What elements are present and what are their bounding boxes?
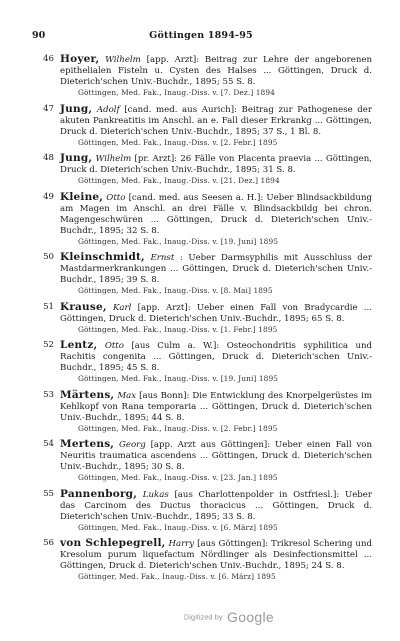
- bibliography-entry: [30, 340, 372, 384]
- author-surname: Hoyer,: [60, 53, 100, 65]
- citation-text: [app. Arzt]: Ueber einen Fall von Bradycardie ... Göttingen, Druck d. Dieterich'schen Univ.-Buchdr., 1895; 65 S. 8.: [60, 302, 373, 324]
- entry-number: 56: [43, 538, 54, 548]
- entry-citation: [60, 489, 372, 523]
- bibliography-entry: [30, 104, 372, 148]
- dissertation-note: Göttingen, Med. Fak., Inaug.-Diss. v. [7. Dez.] 1894: [78, 88, 275, 97]
- entry-number: 49: [43, 191, 54, 202]
- entry-number: 48: [43, 153, 54, 163]
- author-given-name: Adolf: [96, 104, 120, 115]
- author-given-name: Georg: [119, 440, 146, 450]
- author-given-name: Max: [117, 390, 137, 401]
- dissertation-note: Göttingen, Med. Fak., Inaug.-Diss. v. [19. Juni] 1895: [78, 374, 279, 383]
- author-given-name: Otto: [106, 192, 126, 203]
- author-given-name: Karl: [112, 302, 132, 313]
- entry-citation: [60, 252, 372, 286]
- bibliography-entry: [30, 390, 372, 434]
- bibliography-entry: [30, 302, 372, 335]
- citation-text: [cand. med. aus Seesen a. H.]: Ueber Blindsackbildung am Magen im Anschl. an drei Fälle v. Blindsackbildg bei chron. Magengeschwüren ... Göttingen, Druck d. Dieterich'schen Univ.-Buchdr., 1895; 32 S. 8.: [60, 192, 373, 236]
- watermark-prefix: Digitized by: [183, 612, 223, 622]
- author-surname: Märtens,: [60, 388, 115, 401]
- bibliography-entry: [30, 252, 372, 296]
- author-surname: Kleine,: [60, 190, 104, 203]
- entry-number: 54: [43, 439, 54, 449]
- entry-number: 51: [43, 301, 54, 312]
- dissertation-note: Göttingen, Med. Fak., Inaug.-Diss. v. [1. Febr.] 1895: [78, 324, 278, 334]
- dissertation-note: Göttingen, Med. Fak., Inaug.-Diss. v. [2. Febr.] 1895: [78, 423, 278, 433]
- author-surname: Lentz,: [60, 339, 98, 351]
- entry-citation: [60, 538, 372, 572]
- citation-text: [aus Charlottenpolder in Ostfriesl.]: Ueber das Carcinom des Ductus thoracicus ... Göttingen, Druck d. Dieterich'schen Univ.-Buchdr., 1895; 33 S. 8.: [60, 489, 372, 522]
- entry-citation: [60, 153, 372, 176]
- dissertation-note: Göttingen, Med. Fak., Inaug.-Diss. v. [19. Juni] 1895: [78, 236, 279, 246]
- author-given-name: Harry: [168, 539, 195, 549]
- citation-text: [app. Arzt]: Beitrag zur Lehre der angeborenen epithelialen Fisteln u. Cysten des Halses ... Göttingen, Druck d. Dieterich'schen Univ.-Buchdr., 1895; 55 S. 8.: [60, 55, 373, 87]
- dissertation-note: Göttinger, Med. Fak., Inaug.-Diss. v. [6. März] 1895: [78, 572, 276, 581]
- bibliography-entry: [30, 439, 372, 483]
- author-surname: Jung,: [60, 152, 93, 164]
- entry-citation: [60, 104, 372, 138]
- author-given-name: Wilhelm: [95, 154, 132, 164]
- entry-number: 50: [43, 252, 54, 262]
- entry-number: 53: [43, 389, 54, 400]
- author-given-name: Lukas: [142, 489, 169, 500]
- citation-text: [app. Arzt aus Göttingen]: Ueber einen Fall von Neuritis traumatica ascendens ... Göttingen, Druck d. Dieterich'schen Univ.-Buchdr., 1895; 30 S. 8.: [60, 440, 373, 472]
- running-title: Göttingen 1894-95: [149, 30, 253, 41]
- google-logo: Google: [227, 608, 274, 625]
- bibliography-entry: [30, 538, 372, 582]
- dissertation-note: Göttingen, Med. Fak., Inaug.-Diss. v. [6. März] 1895: [78, 522, 278, 532]
- citation-text: [pr. Arzt]: 26 Fälle von Placenta praevia ... Göttingen, Druck d. Dieterich'schen Univ.-Buchdr., 1895; 31 S. 8.: [60, 154, 373, 175]
- entry-number: 55: [43, 488, 54, 499]
- entry-list: [30, 54, 372, 582]
- bibliography-entry: [30, 192, 372, 247]
- author-surname: Jung,: [60, 102, 93, 115]
- bibliography-entry: [30, 489, 372, 533]
- entry-citation: [60, 302, 372, 325]
- dissertation-note: Göttingen, Med. Fak., Inaug.-Diss. v. [23. Jan.] 1895: [78, 473, 278, 482]
- entry-number: 47: [43, 103, 54, 114]
- author-surname: von Schlepegrell,: [60, 537, 166, 549]
- bibliography-entry: [30, 54, 372, 98]
- bibliography-entry: [30, 153, 372, 186]
- citation-text: [aus Culm a. W.]: Osteochondritis syphilitica und Rachitis congenita ... Göttingen, Druck d. Dieterich'schen Univ.-Buchdr., 1895; 45 S. 8.: [60, 341, 373, 373]
- dissertation-note: Göttingen, Med. Fak., Inaug.-Diss. v. [21. Dez.] 1894: [78, 176, 280, 185]
- dissertation-note: Göttingen, Med. Fak., Inaug.-Diss. v. [2. Febr.] 1895: [78, 137, 278, 147]
- entry-citation: [60, 340, 372, 374]
- entry-citation: [60, 439, 372, 473]
- author-surname: Kleinschmidt,: [60, 251, 145, 263]
- entry-number: 52: [43, 340, 54, 350]
- google-watermark: [184, 608, 274, 626]
- entry-number: 46: [43, 54, 54, 64]
- author-given-name: Otto: [104, 341, 124, 351]
- author-surname: Krause,: [60, 300, 107, 313]
- author-given-name: Wilhelm: [105, 55, 141, 65]
- citation-text: : Ueber Darmsyphilis mit Ausschluss der Mastdarmerkrankungen ... Göttingen, Druck d. Dieterich'schen Univ.-Buchdr., 1895; 39 S. 8.: [60, 253, 373, 285]
- citation-text: [cand. med. aus Aurich]: Beitrag zur Pathogenese der akuten Pankreatitis im Anschl. an e. Fall dieser Erkrankg ... Göttingen, Druck d. Dieterich'schen Univ.-Buchdr., 1895; 37 S., 1 Bl. 8.: [60, 104, 373, 137]
- citation-text: [aus Göttingen]: Trikresol Schering und Kresolum purum liquefactum Nördlinger als Desinfectionsmittel ... Göttingen, Druck d. Dieterich'schen Univ.-Buchdr., 1895; 24 S. 8.: [60, 539, 373, 571]
- dissertation-note: Göttingen, Med. Fak., Inaug.-Diss. v. [8. Mai] 1895: [78, 286, 273, 295]
- author-given-name: Ernst: [150, 253, 175, 263]
- entry-citation: [60, 54, 372, 88]
- entry-citation: [60, 192, 372, 237]
- page-header: [30, 30, 372, 46]
- citation-text: [aus Bonn]: Die Entwicklung des Knorpelgerüstes im Kehlkopf von Rana temporaria ... Göttingen, Druck d. Dieterich'schen Univ.-Buchdr., 1895; 44 S. 8.: [60, 390, 373, 423]
- entry-citation: [60, 390, 372, 424]
- author-surname: Mertens,: [60, 438, 115, 450]
- page-number: 90: [32, 30, 46, 41]
- author-surname: Pannenborg,: [60, 487, 138, 500]
